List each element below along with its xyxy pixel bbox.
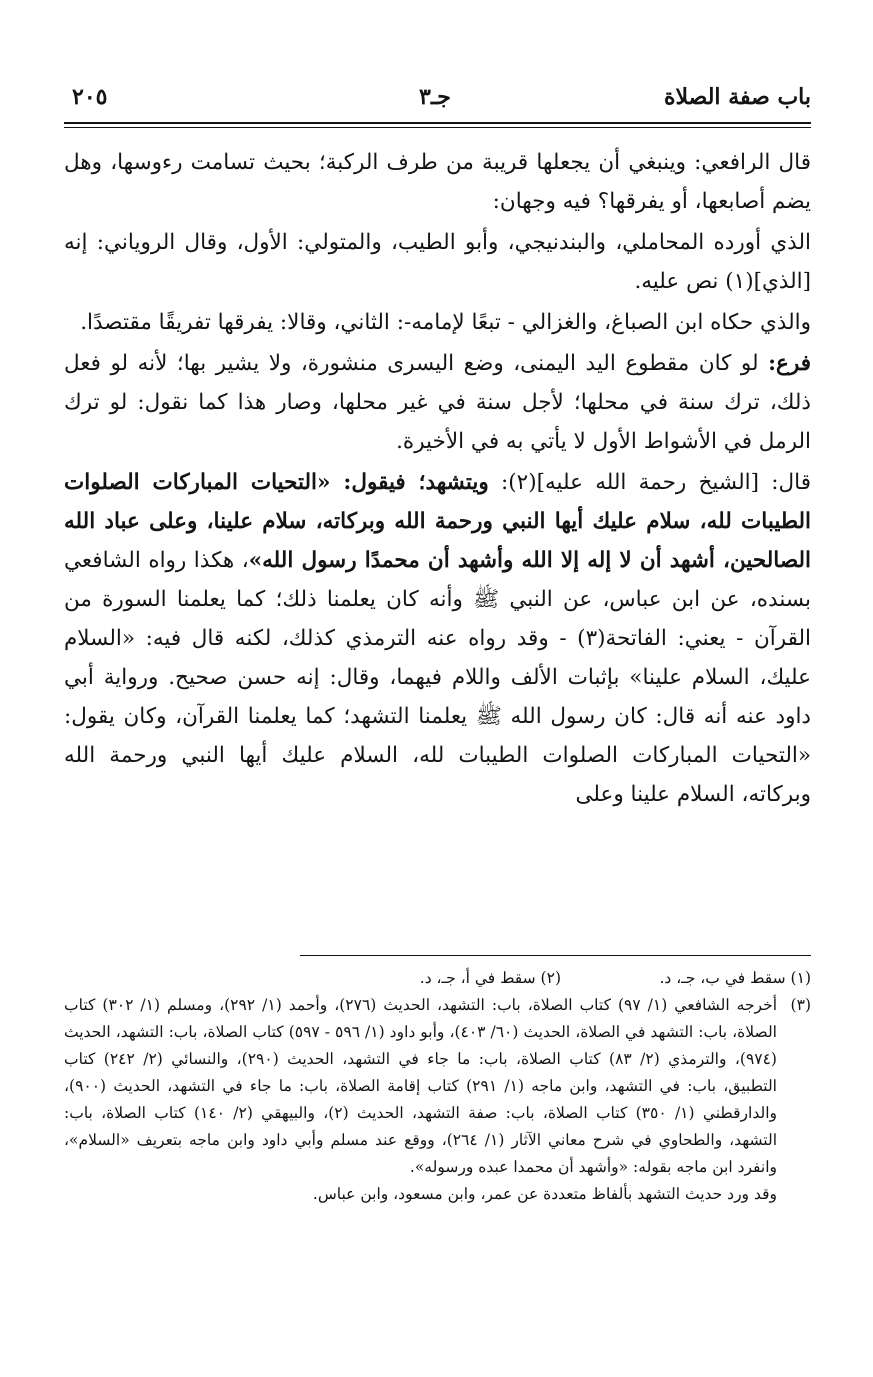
running-header (64, 80, 811, 120)
main-text (64, 143, 811, 814)
footnotes (64, 965, 811, 1208)
header-rule-thin (64, 127, 811, 128)
branch-label: فرع: (768, 351, 811, 376)
commentary-text: ، هكذا رواه الشافعي بسنده، عن ابن عباس، عن النبي ﷺ وأنه كان يعلمنا ذلك؛ كما يعلمنا السورة من القرآن - يعني: الفاتحة(٣) - وقد رواه عنه الترمذي كذلك، لكنه قال فيه: «السلام عليك، السلام علينا» بإثبات الألف واللام فيهما، وقال: إنه حسن صحيح. ورواية أبي داود عنه أنه قال: كان رسول الله ﷺ يعلمنا التشهد؛ كما يعلمنا القرآن، وكان يقول: «التحيات المباركات الصلوات الطيبات لله، السلام عليك أيها النبي ورحمة الله وبركاته، السلام علينا وعلى (64, 548, 811, 807)
footnote-3-extra: وقد ورد حديث التشهد بألفاظ متعددة عن عمر، وابن مسعود، وابن عباس. (312, 1185, 777, 1203)
tashahhud-text: ويتشهد؛ فيقول: «التحيات المباركات الصلوات الطيبات لله، سلام عليك أيها النبي ورحمة الله وبركاته، سلام علينا، وعلى عباد الله الصالحين، أشهد أن لا إله إلا الله وأشهد أن محمدًا رسول الله» (64, 470, 811, 573)
volume-label: جـ٣ (419, 84, 451, 110)
paragraph-5 (64, 463, 811, 814)
paragraph-4 (64, 344, 811, 461)
footnote-row (64, 965, 811, 992)
footnote-3-text: أخرجه الشافعي (١/ ٩٧) كتاب الصلاة، باب: التشهد، الحديث (٢٧٦)، وأحمد (١/ ٢٩٢)، ومسلم (١/ ٣٠٢) كتاب الصلاة، باب: التشهد في الصلاة، الحديث (٦٠/ ٤٠٣)، وأبو داود (١/ ٥٩٦ - ٥٩٧) كتاب الصلاة، باب: التشهد، الحديث (٩٧٤)، والترمذي (٢/ ٨٣) كتاب الصلاة، باب: ما جاء في التشهد، الحديث (٢٩٠)، والنسائي (٢/ ٢٤٢) كتاب التطبيق، باب: في التشهد، وابن ماجه (١/ ٢٩١) كتاب إقامة الصلاة، باب: ما جاء في التشهد، الحديث (٩٠٠)، والدارقطني (١/ ٣٥٠) كتاب الصلاة، باب: صفة التشهد، الحديث (٢)، والبيهقي (٢/ ١٤٠) كتاب الصلاة، باب: التشهد، والطحاوي في شرح معاني الآثار (١/ ٢٦٤)، ووقع عند مسلم وأبي داود وابن ماجه بتعريف «السلام»، وانفرد ابن ماجه بقوله: «وأشهد أن محمدا عبده ورسوله». (64, 996, 778, 1176)
branch-text: لو كان مقطوع اليد اليمنى، وضع اليسرى منشورة، ولا يشير بها؛ لأنه لو فعل ذلك، ترك سنة في محلها؛ لأجل سنة في غير محلها، وصار هذا كما نقول: لو ترك الرمل في الأشواط الأول لا يأتي به في الأخيرة. (64, 351, 811, 454)
footnote-3 (64, 992, 811, 1181)
paragraph-3: والذي حكاه ابن الصباغ، والغزالي - تبعًا لإمامه-: الثاني، وقالا: يفرقها تفريقًا مقتصدًا. (80, 310, 811, 335)
chapter-title: باب صفة الصلاة (663, 84, 811, 110)
paragraph-2: الذي أورده المحاملي، والبندنيجي، وأبو الطيب، والمتولي: الأول، وقال الروياني: إنه [الذي](١) نص عليه. (64, 230, 811, 294)
footnote-1: (١) سقط في ب، جـ، د. (659, 969, 811, 987)
footnote-2: (٢) سقط في أ، جـ، د. (419, 969, 561, 987)
footnote-separator (300, 955, 811, 956)
paragraph-1: قال الرافعي: وينبغي أن يجعلها قريبة من طرف الركبة؛ بحيث تسامت رءوسها، وهل يضم أصابعها، أو يفرقها؟ فيه وجهان: (64, 150, 811, 214)
quote-intro: قال: [الشيخ رحمة الله عليه](٢): (500, 470, 811, 495)
page-number: ٢٠٥ (72, 84, 108, 110)
footnote-3-number: (٣) (790, 996, 811, 1014)
header-rule-thick (64, 122, 811, 124)
